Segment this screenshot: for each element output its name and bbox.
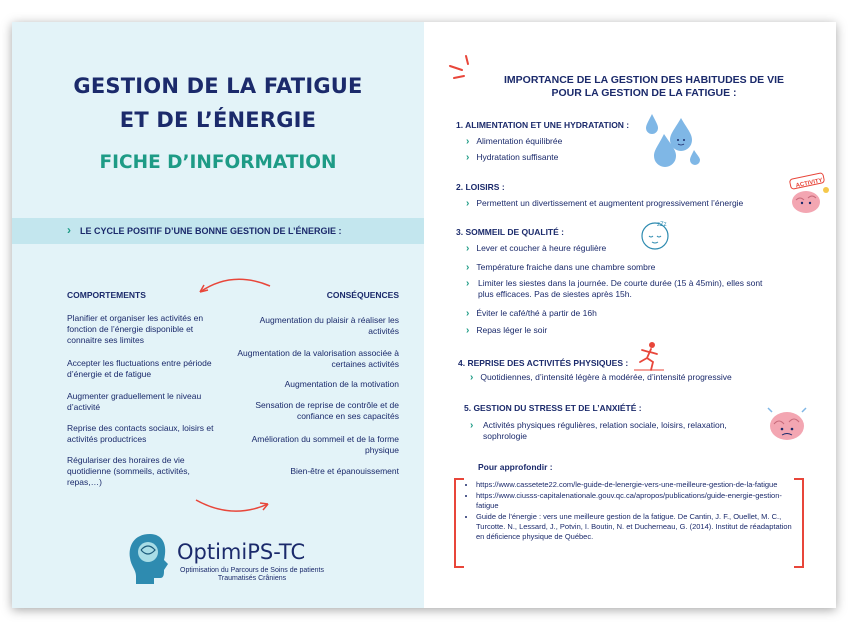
section-title: 5. GESTION DU STRESS ET DE L’ANXIÉTÉ : [464,403,642,413]
comportement-item: Augmenter graduellement le niveau d’activité [67,391,202,412]
references-list [464,480,792,570]
list-item: › Température fraiche dans une chambre sombre [466,262,656,273]
list-item: › Limiter les siestes dans la journée. De courte durée (15 à 45min), elles sont plus efficaces. Pas de siestes après 15h. [466,278,763,299]
list-item: › Permettent un divertissement et augmentent progressivement l’énergie [466,198,744,209]
bracket-left [454,478,464,568]
logo-subtitle: Optimisation du Parcours de Soins de patients Traumatisés Crâniens [180,567,324,582]
main-title-line2: ET DE L’ÉNERGIE [119,108,317,132]
chevron-right-icon: › [470,372,474,383]
chevron-right-icon: › [466,198,470,209]
chevron-right-icon: › [466,262,470,273]
list-item: › Repas léger le soir [466,325,548,336]
comportements-header: COMPORTEMENTS [67,290,146,300]
water-drops-icon [634,110,704,168]
section-title: 2. LOISIRS : [456,182,505,192]
sleep-zzz: zZz [657,222,667,228]
consequence-item: Augmentation de la motivation [284,379,399,389]
chevron-right-icon: › [466,243,470,254]
brain-activity-icon [786,170,832,220]
chevron-right-icon: › [466,325,470,336]
cycle-band [12,218,424,244]
right-title-line1: IMPORTANCE DE LA GESTION DES HABITUDES DE VIE [503,74,785,86]
stressed-brain-icon [762,402,812,444]
right-panel [424,22,836,608]
section-title: 1. ALIMENTATION ET UNE HYDRATATION : [456,120,630,130]
comportement-item: Accepter les fluctuations entre période d’énergie et de fatigue [67,358,212,379]
reference-item: • Guide de l’énergie : vers une meilleure gestion de la fatigue. De Cantin, J. F., Ouellet, M. C., Turcotte. N., Lessard, J., Potvin, I. Boutin, N. et Ducherneau, G. (2014). Institut de réadaptation en déficience physique de Québec. [476,512,792,542]
consequences-header: CONSÉQUENCES [326,290,399,300]
section-title: 3. SOMMEIL DE QUALITÉ : [456,227,564,237]
consequence-item: Augmentation du plaisir à réaliser les activités [259,315,399,336]
main-title-line1: GESTION DE LA FATIGUE [73,74,363,98]
consequence-item: Amélioration du sommeil et de la forme physique [251,434,399,455]
left-panel [12,22,424,608]
section-title: 4. REPRISE DES ACTIVITÉS PHYSIQUES : [458,358,629,368]
chevron-right-icon: › [67,223,71,237]
list-item: › Lever et coucher à heure régulière [466,243,607,254]
comportement-item: Régulariser des horaires de vie quotidienne (sommeils, activités, repas,…) [67,455,190,487]
brain-head-logo-icon [124,530,174,586]
curved-arrow-bottom-icon [192,490,282,520]
cycle-band-text: LE CYCLE POSITIF D’UNE BONNE GESTION DE L’ÉNERGIE : [80,226,342,236]
running-person-icon [632,340,666,372]
list-item: › Éviter le café/thé à partir de 16h [466,308,597,319]
list-item: › Alimentation équilibrée [466,136,563,147]
highlight-lines-icon [446,52,478,82]
reference-link[interactable]: • https://www.ciusss-capitalenationale.gouv.qc.ca/apropos/publications/guide-energie-gestion-fatigue [476,491,792,511]
logo-name: OptimiPS-TC [177,540,306,564]
consequence-item: Augmentation de la valorisation associée à certaines activités [237,348,399,369]
right-title [484,74,804,100]
list-item: › Activités physiques régulières, relation sociale, loisirs, relaxation, sophrologie [470,420,727,441]
comportement-item: Planifier et organiser les activités en fonction de l’énergie disponible et connaitre ses limites [67,313,204,345]
right-title-line2: POUR LA GESTION DE LA FATIGUE : [551,87,737,99]
chevron-right-icon: › [466,136,470,147]
sleeping-face-icon [639,218,673,252]
chevron-right-icon: › [466,308,470,319]
consequence-item: Bien-être et épanouissement [290,466,399,476]
subtitle: FICHE D’INFORMATION [99,152,337,173]
list-item: › Hydratation suffisante [466,152,559,163]
consequence-item: Sensation de reprise de contrôle et de confiance en ses capacités [255,400,399,421]
list-item: › Quotidiennes, d’intensité légère à modérée, d’intensité progressive [470,372,732,383]
chevron-right-icon: › [466,278,470,289]
chevron-right-icon: › [470,420,474,431]
info-sheet [12,22,836,608]
curved-arrow-top-icon [182,274,277,304]
reference-link[interactable]: • https://www.cassetete22.com/le-guide-de-lenergie-vers-une-meilleure-gestion-de-la-fatigue [476,480,792,490]
chevron-right-icon: › [466,152,470,163]
comportement-item: Reprise des contacts sociaux, loisirs et activités productrices [67,423,214,444]
bracket-right [794,478,804,568]
references-title: Pour approfondir : [478,462,553,472]
activity-badge-text: ACTIVITY [795,177,824,190]
